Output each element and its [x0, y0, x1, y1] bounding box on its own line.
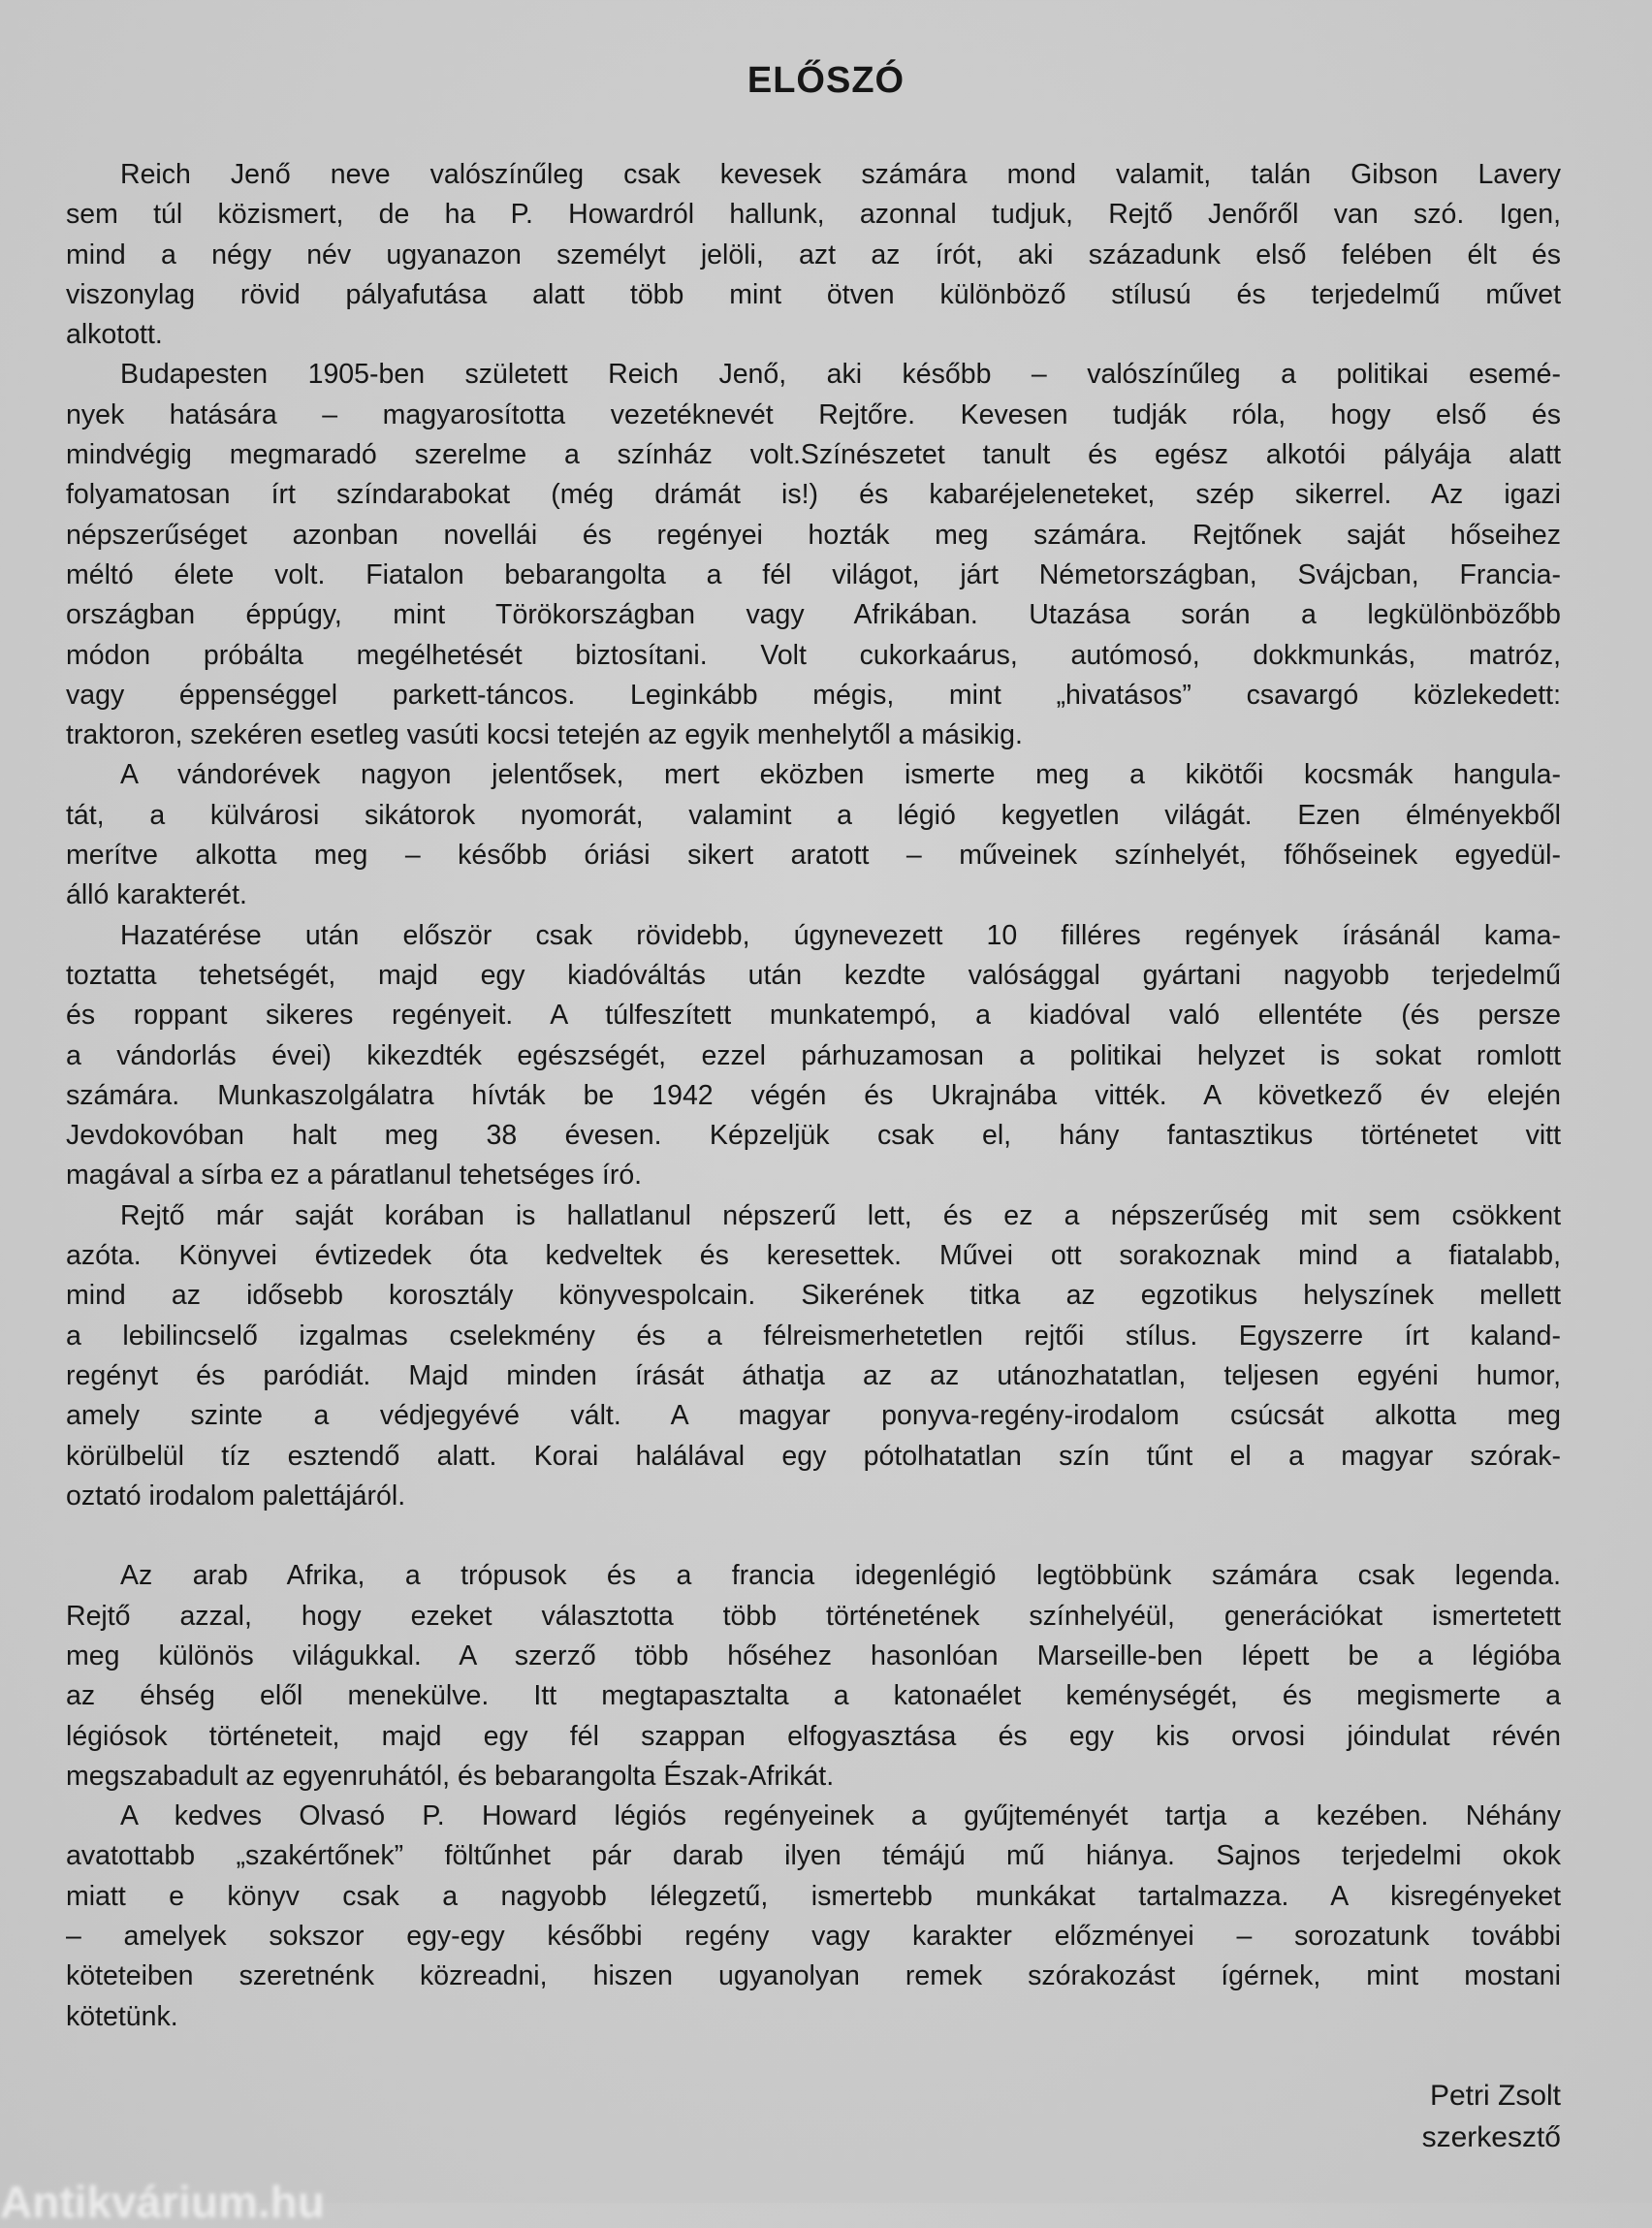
- paragraph: [66, 1196, 1561, 1516]
- paragraph: [66, 1556, 1561, 1797]
- text-line: amely szinte a védjegyévé vált. A magyar ponyva-regény-irodalom csúcsát alkotta meg: [66, 1400, 1561, 1432]
- text-line: meg különös világukkal. A szerző több hőséhez hasonlóan Marseille-ben lépett be a légióba: [66, 1639, 1561, 1671]
- text-line: mindvégig megmaradó szerelme a színház volt.Színészetet tanult és egész alkotói pályája alatt: [66, 439, 1561, 471]
- text-line: viszonylag rövid pályafutása alatt több mint ötven különböző stílusú és terjedelmű művet: [66, 278, 1561, 310]
- text-line: a vándorlás évei) kikezdték egészségét, ezzel párhuzamosan a politikai helyzet is sokat romlott: [66, 1039, 1561, 1071]
- text-line: magával a sírba ez a páratlanul tehetséges író.: [66, 1160, 643, 1192]
- text-line: vagy éppenséggel parkett-táncos. Leginkább mégis, mint „hivatásos” csavargó közlekedett:: [66, 679, 1561, 711]
- text-line: toztatta tehetségét, majd egy kiadóváltás után kezdte valósággal gyártani nagyobb terjedelmű: [66, 959, 1561, 991]
- text-line: az éhség elől menekülve. Itt megtapasztalta a katonaélet keménységét, és megismerte a: [66, 1680, 1561, 1712]
- text-line: azóta. Könyvei évtizedek óta kedveltek és keresettek. Művei ott sorakoznak mind a fiatalabb,: [66, 1240, 1561, 1272]
- text-line: Rejtő már saját korában is hallatlanul népszerű lett, és ez a népszerűség mit sem csökkent: [120, 1199, 1561, 1231]
- text-line: a lebilincselő izgalmas cselekmény és a félreismerhetetlen rejtői stílus. Egyszerre írt kaland-: [66, 1320, 1561, 1352]
- paragraph-gap: [66, 1516, 1561, 1556]
- text-line: és roppant sikeres regényeit. A túlfeszített munkatempó, a kiadóval való ellentéte (és persze: [66, 1000, 1561, 1032]
- text-line: folyamatosan írt színdarabokat (még drámát is!) és kabaréjeleneteket, szép sikerrel. Az igazi: [66, 479, 1561, 511]
- text-line: Reich Jenő neve valószínűleg csak kevesek számára mond valamit, talán Gibson Lavery: [120, 159, 1561, 190]
- text-line: nyek hatására – magyarosította vezetéknevét Rejtőre. Kevesen tudják róla, hogy első és: [66, 398, 1561, 430]
- text-line: számára. Munkaszolgálatra hívták be 1942 végén és Ukrajnába vitték. A következő év elején: [66, 1079, 1561, 1111]
- text-line: – amelyek sokszor egy-egy későbbi regény vagy karakter előzményei – sorozatunk további: [66, 1921, 1561, 1953]
- text-line: avatottabb „szakértőnek” föltűnhet pár darab ilyen témájú mű hiánya. Sajnos terjedelmi okok: [66, 1840, 1561, 1872]
- text-line: népszerűséget azonban novellái és regényei hozták meg számára. Rejtőnek saját hőseihez: [66, 519, 1561, 551]
- text-line: megszabadult az egyenruhától, és bebarangolta Észak-Afrikát.: [66, 1760, 835, 1792]
- text-line: Jevdokovóban halt meg 38 évesen. Képzeljük csak el, hány fantasztikus történetet vitt: [66, 1120, 1561, 1152]
- signature-role: szerkesztő: [1421, 2121, 1561, 2153]
- text-line: légiósok történeteit, majd egy fél szappan elfogyasztása és egy kis orvosi jóindulat révén: [66, 1720, 1561, 1752]
- text-line: tát, a külvárosi sikátorok nyomorát, valamint a légió kegyetlen világát. Ezen élményekből: [66, 799, 1561, 831]
- text-line: traktoron, szekéren esetleg vasúti kocsi tetején az egyik menhelytől a másikig.: [66, 719, 1023, 751]
- text-line: oztató irodalom palettájáról.: [66, 1480, 406, 1512]
- text-line: Rejtő azzal, hogy ezeket választotta több történetének színhelyéül, generációkat ismertetett: [66, 1600, 1561, 1632]
- text-line: körülbelül tíz esztendő alatt. Korai halálával egy pótolhatatlan szín tűnt el a magyar szórak-: [66, 1440, 1561, 1472]
- text-line: A vándorévek nagyon jelentősek, mert eközben ismerte meg a kikötői kocsmák hangula-: [120, 759, 1561, 791]
- text-line: országban éppúgy, mint Törökországban vagy Afrikában. Utazása során a legkülönbözőbb: [66, 599, 1561, 631]
- text-line: sem túl közismert, de ha P. Howardról hallunk, azonnal tudjuk, Rejtő Jenőről van szó. Igen,: [66, 199, 1561, 231]
- text-line: Budapesten 1905-ben született Reich Jenő, aki később – valószínűleg a politikai esemé-: [120, 359, 1561, 391]
- text-line: merítve alkotta meg – később óriási sikert aratott – műveinek színhelyét, főhőseinek egyedül-: [66, 840, 1561, 872]
- paragraph: [66, 916, 1561, 1196]
- text-line: A kedves Olvasó P. Howard légiós regényeinek a gyűjteményét tartja a kezében. Néhány: [120, 1800, 1561, 1832]
- text-line: kötetünk.: [66, 2000, 178, 2032]
- text-line: mind a négy név ugyanazon személyt jelöli, azt az írót, aki századunk első felében élt és: [66, 239, 1561, 271]
- page-title: ELŐSZÓ: [747, 60, 905, 101]
- paragraph: [66, 1797, 1561, 2037]
- signature-name: Petri Zsolt: [1429, 2080, 1561, 2112]
- preface-body: [66, 155, 1561, 2037]
- text-line: Az arab Afrika, a trópusok és a francia idegenlégió legtöbbünk számára csak legenda.: [120, 1560, 1561, 1592]
- text-line: mind az idősebb korosztály könyvespolcain. Sikerének titka az egzotikus helyszínek mellett: [66, 1280, 1561, 1312]
- text-line: alkotott.: [66, 319, 163, 351]
- text-line: módon próbálta megélhetését biztosítani. Volt cukorkaárus, autómosó, dokkmunkás, matróz,: [66, 639, 1561, 671]
- text-line: álló karakterét.: [66, 879, 247, 911]
- text-line: Hazatérése után először csak rövidebb, úgynevezett 10 filléres regények írásánál kama-: [120, 919, 1561, 951]
- watermark: Antikvárium.hu: [0, 2177, 325, 2227]
- text-line: köteteiben szeretnénk közreadni, hiszen ugyanolyan remek szórakozást ígérnek, mint mostani: [66, 1960, 1561, 1992]
- text-line: miatt e könyv csak a nagyobb lélegzetű, ismertebb munkákat tartalmazza. A kisregényeket: [66, 1880, 1561, 1912]
- paragraph: [66, 755, 1561, 915]
- paragraph: [66, 155, 1561, 355]
- text-line: regényt és paródiát. Majd minden írását áthatja az az utánozhatatlan, teljesen egyéni humor,: [66, 1359, 1561, 1391]
- text-line: méltó élete volt. Fiatalon bebarangolta a fél világot, járt Németországban, Svájcban, Francia-: [66, 558, 1561, 590]
- paragraph: [66, 355, 1561, 755]
